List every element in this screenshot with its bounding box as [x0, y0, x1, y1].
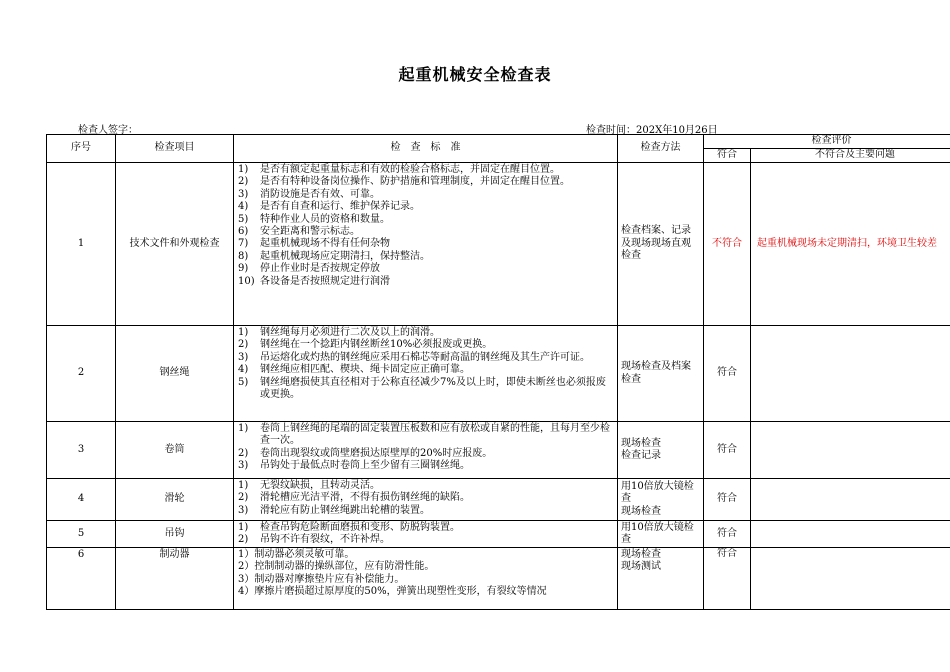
row-seq: 3	[47, 422, 116, 479]
standard-number: 1)	[238, 522, 249, 533]
standard-item	[238, 238, 615, 250]
standard-text: 钢丝绳磨损使其直径相对于公称直径减少7%及以上时，即使未断丝也必须报废或更换。	[260, 376, 606, 401]
row-pass: 符合	[704, 548, 751, 610]
standard-item	[238, 176, 615, 188]
standard-number: 2）	[238, 561, 255, 573]
row-standards	[234, 163, 618, 326]
row-item: 技术文件和外观检查	[116, 163, 234, 326]
standard-number: 8)	[238, 250, 249, 262]
standard-item	[238, 377, 615, 402]
row-problem	[751, 326, 950, 422]
standard-text: 吊运熔化或灼热的钢丝绳应采用石棉芯等耐高温的钢丝绳及其生产许可证。	[260, 351, 590, 363]
row-standards	[234, 422, 618, 479]
row-item: 制动器	[116, 548, 234, 610]
page-title: 起重机械安全检查表	[398, 65, 552, 84]
standard-number: 5)	[238, 213, 249, 225]
standard-item	[238, 214, 615, 226]
row-method: 检查档案、记录及现场现场直观检查	[618, 163, 704, 326]
standard-text: 安全距离和警示标志。	[260, 226, 360, 238]
standard-item	[238, 561, 615, 573]
standard-text: 起重机械现场不得有任何杂物	[260, 238, 390, 250]
inspection-time: 检查时间：202X年10月26日	[586, 125, 718, 136]
standard-item	[238, 352, 615, 364]
standard-number: 2)	[238, 176, 249, 188]
standard-number: 5)	[238, 376, 249, 388]
table-row	[47, 548, 950, 610]
row-seq: 6	[47, 548, 116, 610]
standard-item	[238, 480, 615, 492]
standard-number: 4）	[238, 586, 255, 598]
standard-number: 4)	[238, 201, 249, 213]
standard-item	[238, 460, 615, 472]
standard-text: 制动器必须灵敏可靠。	[254, 549, 355, 560]
standard-text: 起重机械现场应定期清扫，保持整洁。	[260, 250, 430, 262]
standard-item	[238, 586, 615, 598]
table-body	[47, 163, 950, 610]
standard-text: 摩擦片磨损超过原厚度的50%，弹簧出现塑性变形，有裂纹等情况	[254, 586, 547, 598]
table-row	[47, 163, 950, 326]
header-standard: 检 查 标 准	[234, 135, 618, 163]
standard-item	[238, 423, 615, 448]
standard-number: 1)	[238, 164, 249, 175]
standard-number: 2)	[238, 447, 249, 459]
standard-item	[238, 263, 615, 275]
row-pass: 符合	[704, 521, 751, 548]
standard-text: 控制制动器的操纵部位，应有防滑性能。	[254, 561, 435, 573]
standard-text: 是否有额定起重量标志和有效的检验合格标志，并固定在醒目位置。	[260, 164, 560, 175]
standard-item	[238, 534, 615, 546]
standard-item	[238, 549, 615, 561]
standard-item	[238, 226, 615, 238]
row-method: 现场检查 现场测试	[618, 548, 704, 610]
standard-item	[238, 505, 615, 517]
standard-item	[238, 201, 615, 213]
standard-text: 钢丝绳每月必须进行二次及以上的润滑。	[260, 327, 440, 338]
row-standards	[234, 479, 618, 521]
standard-number: 9)	[238, 263, 249, 275]
row-method: 用10倍放大镜检查	[618, 521, 704, 548]
header-method: 检查方法	[618, 135, 704, 163]
standard-text: 滑轮槽应光洁平滑，不得有损伤钢丝绳的缺陷。	[260, 492, 470, 504]
standard-item	[238, 448, 615, 460]
standard-item	[238, 251, 615, 263]
standard-text: 钢丝绳应相匹配、楔块、绳卡固定应正确可靠。	[260, 364, 470, 376]
standard-text: 是否有自查和运行、维护保养记录。	[260, 201, 420, 213]
row-problem: 起重机械现场未定期清扫，环境卫生较差	[751, 163, 950, 326]
row-method: 现场检查及档案检查	[618, 326, 704, 422]
standard-number: 3)	[238, 460, 249, 472]
row-seq: 5	[47, 521, 116, 548]
row-standards	[234, 548, 618, 610]
row-seq: 4	[47, 479, 116, 521]
standard-text: 钢丝绳在一个捻距内钢丝断丝10%必须报废或更换。	[260, 339, 493, 351]
standard-text: 吊钩处于最低点时卷筒上至少留有三圈钢丝绳。	[260, 460, 470, 472]
row-method: 现场检查 检查记录	[618, 422, 704, 479]
standard-item	[238, 327, 615, 339]
header-pass: 符合	[704, 149, 751, 163]
header-evaluation: 检查评价	[704, 135, 950, 149]
row-pass: 符合	[704, 479, 751, 521]
standard-text: 无裂纹缺损，且转动灵活。	[260, 480, 380, 491]
standard-number: 1)	[238, 327, 249, 338]
standard-item	[238, 574, 615, 586]
standard-text: 是否有特种设备岗位操作、防护措施和管理制度，并固定在醒目位置。	[260, 176, 570, 188]
row-problem	[751, 422, 950, 479]
standard-number: 1）	[238, 549, 255, 560]
standard-number: 2)	[238, 339, 249, 351]
standard-text: 各设备是否按照规定进行润滑	[260, 275, 390, 287]
header-fail: 不符合及主要问题	[751, 149, 950, 163]
standard-item	[238, 164, 615, 176]
inspection-table	[46, 134, 950, 610]
table-row	[47, 521, 950, 548]
header-item: 检查项目	[116, 135, 234, 163]
standard-number: 2)	[238, 534, 249, 546]
row-problem	[751, 548, 950, 610]
table-row	[47, 326, 950, 422]
standard-text: 滑轮应有防止钢丝绳跳出轮槽的装置。	[260, 504, 430, 516]
standard-number: 1)	[238, 423, 249, 434]
row-item: 滑轮	[116, 479, 234, 521]
header-seq: 序号	[47, 135, 116, 163]
row-standards	[234, 326, 618, 422]
row-pass: 不符合	[704, 163, 751, 326]
row-problem	[751, 479, 950, 521]
standard-number: 3)	[238, 188, 249, 200]
row-item: 钢丝绳	[116, 326, 234, 422]
row-seq: 1	[47, 163, 116, 326]
row-standards	[234, 521, 618, 548]
row-item: 卷筒	[116, 422, 234, 479]
row-problem	[751, 521, 950, 548]
standard-number: 6)	[238, 226, 249, 238]
standard-number: 4)	[238, 364, 249, 376]
row-seq: 2	[47, 326, 116, 422]
standard-number: 7)	[238, 238, 249, 250]
standard-number: 1)	[238, 480, 249, 491]
row-pass: 符合	[704, 326, 751, 422]
standard-text: 卷筒上钢丝绳的尾端的固定装置压板数和应有放松或自紧的性能，且每月至少检查一次。	[260, 423, 610, 447]
standard-item	[238, 492, 615, 504]
standard-text: 制动器对摩擦垫片应有补偿能力。	[254, 573, 405, 585]
row-pass: 符合	[704, 422, 751, 479]
row-method: 用10倍放大镜检查 现场检查	[618, 479, 704, 521]
table-row	[47, 422, 950, 479]
table-row	[47, 479, 950, 521]
standard-text: 消防设施是否有效、可靠。	[260, 188, 380, 200]
standard-number: 3）	[238, 573, 255, 585]
standard-item	[238, 276, 615, 288]
inspector-signature-label: 检查人签字：	[78, 125, 138, 136]
standard-item	[238, 189, 615, 201]
standard-number: 3)	[238, 351, 249, 363]
standard-number: 10)	[238, 275, 255, 287]
standard-text: 吊钩不许有裂纹，不许补焊。	[260, 534, 390, 546]
standard-text: 特种作业人员的资格和数量。	[260, 213, 390, 225]
standard-text: 卷筒出现裂纹或筒壁磨损达原壁厚的20%时应报废。	[260, 447, 493, 459]
standard-item	[238, 364, 615, 376]
standard-number: 3)	[238, 504, 249, 516]
standard-item	[238, 522, 615, 534]
standard-number: 2)	[238, 492, 249, 504]
row-item: 吊钩	[116, 521, 234, 548]
standard-text: 检查吊钩危险断面磨损和变形、防脱钩装置。	[260, 522, 460, 533]
standard-text: 停止作业时是否按规定停放	[260, 263, 380, 275]
standard-item	[238, 339, 615, 351]
